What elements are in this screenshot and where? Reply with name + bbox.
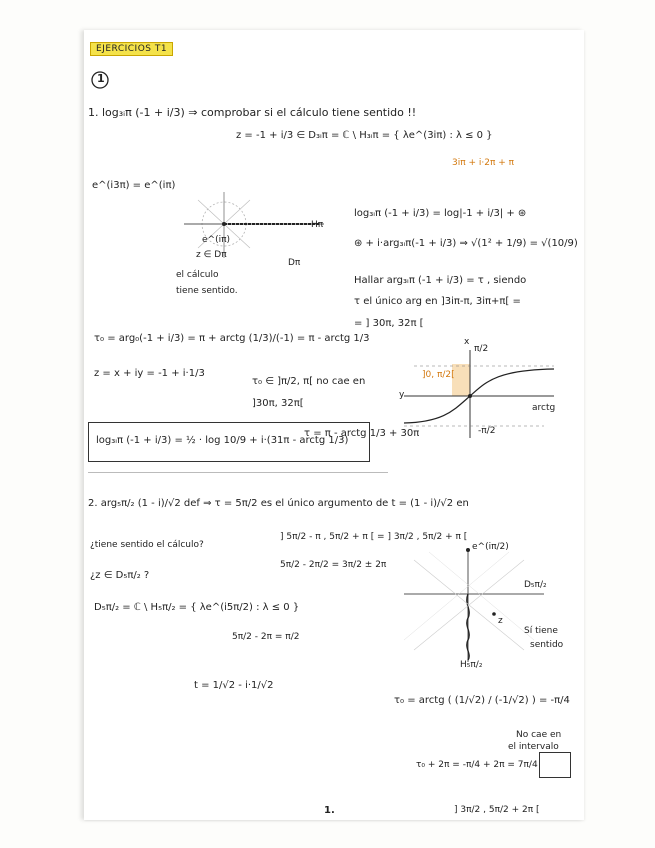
part1-arg-note: 3iπ + i·2π + π	[452, 158, 515, 168]
part2-question2: ¿z ∈ D₅π/₂ ?	[90, 570, 150, 581]
graph-curve-label: arctg	[532, 403, 556, 413]
part2-final-interval: ] 3π/2 , 5π/2 + 2π [	[454, 805, 540, 815]
part2-reduce: 5π/2 - 2π/2 = 3π/2 ± 2π	[280, 560, 387, 570]
part1-rhs-line-1: log₃ᵢπ (-1 + i/3) = log|-1 + i/3| + ⊛	[354, 208, 527, 219]
section-divider	[88, 472, 388, 473]
part2-label-top: e^(iπ/2)	[472, 542, 509, 552]
part2-t-value: t = 1/√2 - i·1/√2	[194, 680, 274, 691]
part2-yes-2: sentido	[530, 640, 564, 650]
part1-label-eipi: e^(iπ)	[202, 235, 231, 245]
part1-exp-eq: e^(i3π) = e^(iπ)	[92, 180, 176, 191]
part2-shift: τ₀ + 2π = -π/4 + 2π = 7π/4	[416, 760, 538, 770]
graph-region-label: ]0, π/2[	[422, 370, 455, 380]
part1-label-zin: z ∈ Dπ	[196, 250, 227, 260]
graph-bottom-label: -π/2	[478, 426, 496, 436]
part2-reduce2: 5π/2 - 2π = π/2	[232, 632, 300, 642]
page-number: 1.	[324, 805, 335, 816]
part1-statement: 1. log₃ᵢπ (-1 + i/3) ⇒ comprobar si el cálculo tiene sentido !!	[88, 106, 417, 119]
part2-label-z: z	[498, 616, 503, 626]
graph-x-label: x	[464, 337, 470, 347]
part1-z-line: z = x + iy = -1 + i·1/3	[94, 368, 205, 379]
part2-label-h: H₅π/₂	[460, 660, 483, 670]
part1-rhs-line-4: τ el único arg en ]3iπ-π, 3iπ+π[ =	[354, 296, 521, 307]
part1-sense-note-2: tiene sentido.	[176, 286, 238, 296]
page-title: EJERCICIOS T1	[90, 42, 173, 56]
part1-label-hpi: Hπ	[311, 220, 324, 230]
part2-not-fall-1: No cae en	[516, 730, 562, 740]
part1-rhs-line-2: ⊛ + i·arg₃ᵢπ(-1 + i/3) ⇒ √(1² + 1/9) = √(10/9)	[354, 238, 578, 249]
part2-interval: ] 5π/2 - π , 5π/2 + π [ = ] 3π/2 , 5π/2 + π [	[280, 532, 468, 542]
part2-answer-box	[539, 752, 571, 778]
part1-sense-note-1: el cálculo	[176, 270, 219, 280]
part1-not-in-line: τ₀ ∈ ]π/2, π[ no cae en	[252, 376, 366, 387]
part1-t0-line: τ₀ = arg₀(-1 + i/3) = π + arctg (1/3)/(-1) = π - arctg 1/3	[94, 333, 370, 344]
exercise-number: 1	[97, 72, 105, 85]
part2-branch-figure	[404, 540, 554, 670]
part2-yes-1: Sí tiene	[524, 626, 558, 636]
graph-y-label: y	[399, 390, 405, 400]
notebook-page	[84, 30, 584, 820]
part1-result: log₃ᵢπ (-1 + i/3) = ½ · log 10/9 + i·(31π - arctg 1/3)	[96, 435, 349, 446]
part1-rhs-line-5: = ] 30π, 32π [	[354, 318, 424, 329]
part2-statement: 2. arg₅π/₂ (1 - i)/√2 def ⇒ τ = 5π/2 es el único argumento de t = (1 - i)/√2 en	[88, 498, 469, 509]
part2-t0: τ₀ = arctg ( (1/√2) / (-1/√2) ) = -π/4	[394, 695, 570, 706]
part2-domain: D₅π/₂ = ℂ \ H₅π/₂ = { λe^(i5π/2) : λ ≤ 0 }	[94, 602, 300, 613]
graph-top-label: π/2	[474, 344, 489, 354]
part1-interval-line: ]30π, 32π[	[252, 398, 304, 409]
part2-not-fall-2: el intervalo	[508, 742, 559, 752]
part1-label-dpi: Dπ	[288, 258, 301, 268]
part1-t-line: τ = π - arctg 1/3 + 30π	[304, 428, 420, 439]
part1-domain-line: z = -1 + i/3 ∈ D₃ᵢπ = ℂ \ H₃ᵢπ = { λe^(3iπ) : λ ≤ 0 }	[236, 130, 493, 141]
part2-label-d: D₅π/₂	[524, 580, 547, 590]
part1-rhs-line-3: Hallar arg₃ᵢπ (-1 + i/3) = τ , siendo	[354, 275, 527, 286]
part2-question1: ¿tiene sentido el cálculo?	[90, 540, 204, 550]
